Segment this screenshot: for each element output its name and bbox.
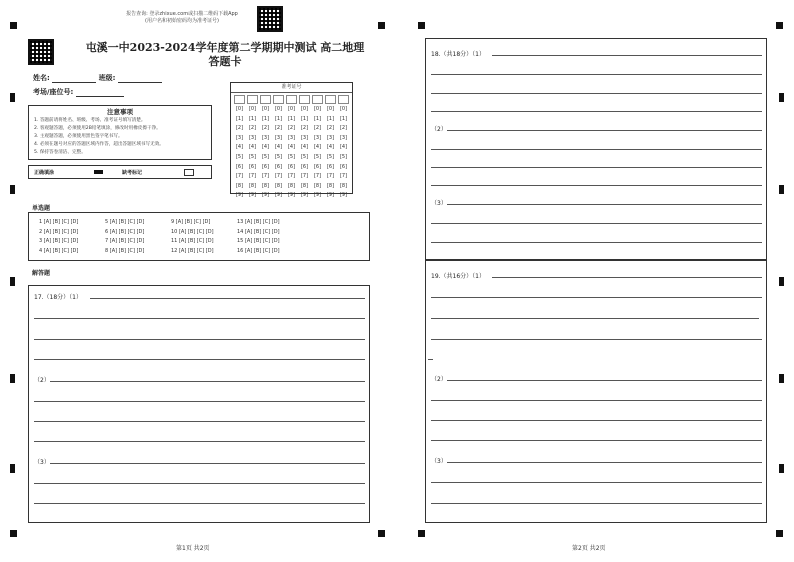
- exam-id-digit-bubble[interactable]: [6]: [300, 163, 309, 170]
- exam-id-digit-bubble[interactable]: [3]: [274, 134, 283, 141]
- mc-question[interactable]: 1 [A] [B] [C] [D]: [39, 219, 79, 225]
- mc-question[interactable]: 3 [A] [B] [C] [D]: [39, 238, 79, 244]
- q17-heading: 17.（18分）（1）: [34, 294, 82, 301]
- exam-id-digit-bubble[interactable]: [9]: [339, 192, 348, 199]
- q19-part3-label: （3）: [431, 458, 447, 465]
- mc-question[interactable]: 6 [A] [B] [C] [D]: [105, 228, 145, 235]
- exam-id-digit-bubble[interactable]: [3]: [339, 134, 348, 141]
- answer-line: [431, 400, 762, 401]
- side-mark: [10, 464, 15, 473]
- side-mark: [779, 277, 784, 286]
- correct-fill-sample: [94, 170, 103, 174]
- page-title: 屯溪一中2023-2024学年度第二学期期中测试 高二地理: [85, 41, 365, 54]
- timing-mark: [418, 22, 425, 29]
- exam-id-digit-bubble[interactable]: [0]: [248, 106, 257, 112]
- timing-mark: [776, 22, 783, 29]
- exam-id-title: 准考证号: [231, 83, 352, 93]
- qr-code-top: [257, 6, 283, 32]
- exam-id-digit-bubble[interactable]: [1]: [235, 115, 244, 122]
- exam-id-digit-bubble[interactable]: [2]: [248, 125, 257, 132]
- answer-line: [431, 420, 762, 421]
- exam-id-digit-bubble[interactable]: [2]: [313, 125, 322, 132]
- exam-id-digit-bubble[interactable]: [0]: [339, 106, 348, 112]
- exam-id-digit-bubble[interactable]: [3]: [235, 134, 244, 141]
- class-input-line[interactable]: [118, 74, 162, 83]
- exam-id-digit-bubble[interactable]: [0]: [326, 106, 335, 112]
- side-mark: [10, 93, 15, 102]
- exam-id-write-cell[interactable]: [299, 95, 310, 104]
- notice-item: 3. 主观题答题，必须使用黑色签字笔书写。: [34, 134, 123, 139]
- exam-id-digit-bubble[interactable]: [8]: [287, 182, 296, 189]
- exam-id-grid[interactable]: [231, 93, 352, 201]
- side-mark: [10, 185, 15, 194]
- exam-id-digit-bubble[interactable]: [1]: [339, 115, 348, 122]
- exam-id-digit-bubble[interactable]: [6]: [235, 163, 244, 170]
- timing-mark: [378, 530, 385, 537]
- q18-part2-label: （2）: [431, 126, 447, 133]
- exam-id-digit-bubble[interactable]: [4]: [300, 144, 309, 151]
- answer-line: [431, 167, 762, 168]
- room-seat-field[interactable]: [33, 87, 124, 97]
- answer-line: [431, 93, 762, 94]
- notice-item: 4. 必须在题号对应的答题区域内作答，超出答题区域书写无效。: [34, 142, 164, 147]
- mc-row: [37, 218, 361, 228]
- answer-line: [431, 111, 762, 112]
- exam-id-write-cell[interactable]: [312, 95, 323, 104]
- answer-line: [50, 463, 365, 464]
- exam-id-digit-bubble[interactable]: [7]: [248, 173, 257, 180]
- answer-line: [431, 149, 762, 150]
- notice-item: 5. 保持答卷清洁、完整。: [34, 150, 86, 155]
- answer-line: [34, 401, 365, 402]
- mc-question[interactable]: 11 [A] [B] [C] [D]: [171, 238, 214, 244]
- answer-line: [431, 482, 762, 483]
- exam-id-digit-bubble[interactable]: [7]: [287, 173, 296, 180]
- exam-id-digit-bubble[interactable]: [9]: [261, 192, 270, 199]
- exam-id-write-cell[interactable]: [273, 95, 284, 104]
- exam-id-digit-bubble[interactable]: [1]: [313, 115, 322, 122]
- single-choice-title: 单选题: [32, 205, 51, 212]
- mc-question[interactable]: 10 [A] [B] [C] [D]: [171, 228, 214, 235]
- exam-id-digit-bubble[interactable]: [1]: [274, 115, 283, 122]
- exam-id-digit-bubble[interactable]: [3]: [313, 134, 322, 141]
- class-label: 班级:: [98, 74, 116, 82]
- answer-line: [34, 483, 365, 484]
- fill-legend-box: [28, 165, 212, 179]
- answer-line: [431, 223, 762, 224]
- mc-row: [37, 247, 361, 257]
- exam-id-digit-bubble[interactable]: [0]: [235, 106, 244, 112]
- mc-grid[interactable]: [37, 218, 361, 256]
- mc-question[interactable]: 5 [A] [B] [C] [D]: [105, 219, 145, 225]
- exam-id-digit-bubble[interactable]: [2]: [274, 125, 283, 132]
- exam-id-write-cell[interactable]: [325, 95, 336, 104]
- answer-line: [34, 359, 365, 360]
- exam-id-digit-bubble[interactable]: [6]: [287, 163, 296, 170]
- exam-id-digit-bubble[interactable]: [4]: [326, 144, 335, 151]
- exam-id-digit-bubble[interactable]: [5]: [274, 153, 283, 160]
- exam-id-digit-bubble[interactable]: [1]: [261, 115, 270, 122]
- answer-line: [431, 440, 762, 441]
- side-mark: [779, 93, 784, 102]
- page-subtitle: 答题卡: [208, 55, 242, 68]
- exam-id-digit-bubble[interactable]: [3]: [300, 134, 309, 141]
- exam-id-digit-bubble[interactable]: [3]: [248, 134, 257, 141]
- q18-heading: 18.（共18分）（1）: [431, 51, 485, 58]
- mc-question[interactable]: 7 [A] [B] [C] [D]: [105, 238, 145, 244]
- answer-line: [34, 441, 365, 442]
- answer-line: [447, 462, 762, 463]
- notice-title: 注意事项: [107, 108, 133, 116]
- exam-id-write-cell[interactable]: [260, 95, 271, 104]
- page2-footer: 第2页 共2页: [572, 545, 606, 552]
- notice-list: [34, 117, 206, 157]
- exam-id-digit-bubble[interactable]: [1]: [248, 115, 257, 122]
- exam-id-digit-bubble[interactable]: [8]: [300, 182, 309, 189]
- timing-mark: [418, 530, 425, 537]
- answer-line: [431, 297, 762, 298]
- name-label: 姓名:: [33, 74, 50, 82]
- timing-mark: [10, 22, 17, 29]
- exam-id-digit-bubble[interactable]: [2]: [235, 125, 244, 132]
- exam-id-digit-bubble[interactable]: [4]: [261, 144, 270, 151]
- name-input-line[interactable]: [52, 74, 96, 83]
- answer-line: [431, 318, 759, 319]
- exam-id-digit-bubble[interactable]: [9]: [300, 192, 309, 199]
- exam-id-digit-bubble[interactable]: [4]: [274, 144, 283, 151]
- room-seat-input-line[interactable]: [76, 88, 124, 97]
- exam-id-digit-bubble[interactable]: [5]: [300, 153, 309, 160]
- exam-id-digit-bubble[interactable]: [2]: [287, 125, 296, 132]
- mc-question[interactable]: 9 [A] [B] [C] [D]: [171, 219, 211, 225]
- exam-id-digit-bubble[interactable]: [9]: [235, 192, 244, 199]
- exam-id-digit-bubble[interactable]: [6]: [339, 163, 348, 170]
- exam-id-digit-bubble[interactable]: [7]: [300, 173, 309, 180]
- q19-answer-box[interactable]: [425, 260, 767, 523]
- single-choice-box: [28, 212, 370, 261]
- side-mark: [779, 464, 784, 473]
- report-query-note: (用户名和初始密码均为准考证号): [145, 18, 219, 24]
- exam-id-digit-bubble[interactable]: [8]: [326, 182, 335, 189]
- exam-id-digit-bubble[interactable]: [2]: [326, 125, 335, 132]
- exam-id-digit-bubble[interactable]: [6]: [326, 163, 335, 170]
- q19-heading: 19.（共16分）（1）: [431, 273, 485, 280]
- exam-id-digit-bubble[interactable]: [6]: [313, 163, 322, 170]
- exam-id-digit-bubble[interactable]: [7]: [235, 173, 244, 180]
- answer-line: [492, 55, 762, 56]
- mc-question[interactable]: 4 [A] [B] [C] [D]: [39, 247, 79, 254]
- exam-id-digit-bubble[interactable]: [9]: [274, 192, 283, 199]
- exam-id-digit-bubble[interactable]: [0]: [274, 106, 283, 112]
- answer-line: [34, 421, 365, 422]
- qr-code-left: [28, 39, 54, 65]
- exam-id-digit-bubble[interactable]: [0]: [287, 106, 296, 112]
- answer-line: [34, 318, 365, 319]
- exam-id-digit-bubble[interactable]: [8]: [274, 182, 283, 189]
- answer-line: [492, 277, 762, 278]
- exam-id-digit-bubble[interactable]: [6]: [274, 163, 283, 170]
- exam-id-digit-bubble[interactable]: [5]: [313, 153, 322, 160]
- exam-id-digit-bubble[interactable]: [4]: [287, 144, 296, 151]
- exam-id-digit-bubble[interactable]: [3]: [261, 134, 270, 141]
- exam-id-digit-bubble[interactable]: [0]: [300, 106, 309, 112]
- exam-id-digit-bubble[interactable]: [8]: [313, 182, 322, 189]
- exam-id-digit-bubble[interactable]: [3]: [326, 134, 335, 141]
- side-mark: [779, 374, 784, 383]
- exam-id-box: [230, 82, 353, 199]
- q19-part2-label: （2）: [431, 376, 447, 383]
- answer-line: [431, 185, 762, 186]
- notice-box: [28, 105, 212, 160]
- exam-id-digit-bubble[interactable]: [5]: [339, 153, 348, 160]
- page1-footer: 第1页 共2页: [176, 545, 210, 552]
- exam-id-digit-bubble[interactable]: [6]: [248, 163, 257, 170]
- mc-row: [37, 237, 361, 247]
- exam-id-digit-bubble[interactable]: [7]: [313, 173, 322, 180]
- mc-question[interactable]: 14 [A] [B] [C] [D]: [237, 228, 280, 235]
- exam-id-digit-bubble[interactable]: [8]: [261, 182, 270, 189]
- absent-mark-label: 缺考标记: [122, 170, 143, 176]
- exam-id-digit-bubble[interactable]: [5]: [235, 153, 244, 160]
- exam-id-digit-bubble[interactable]: [7]: [326, 173, 335, 180]
- answer-line: [431, 339, 762, 340]
- side-mark: [10, 374, 15, 383]
- exam-id-digit-bubble[interactable]: [8]: [235, 182, 244, 189]
- q17-part3-label: （3）: [34, 459, 50, 466]
- absent-mark-checkbox[interactable]: [184, 169, 194, 176]
- room-seat-label: 考场/座位号:: [33, 88, 74, 96]
- exam-id-digit-bubble[interactable]: [1]: [287, 115, 296, 122]
- exam-id-digit-bubble[interactable]: [5]: [326, 153, 335, 160]
- exam-id-digit-bubble[interactable]: [1]: [300, 115, 309, 122]
- correct-fill-label: 正确填涂: [34, 170, 55, 176]
- exam-id-write-cell[interactable]: [338, 95, 349, 104]
- exam-id-write-cell[interactable]: [286, 95, 297, 104]
- notice-item: 2. 客观题答题，必须使用2B铅笔填涂，修改时用橡皮擦干净。: [34, 126, 161, 131]
- exam-id-digit-bubble[interactable]: [6]: [261, 163, 270, 170]
- answer-line: [34, 503, 365, 504]
- answer-line: [447, 380, 762, 381]
- exam-id-digit-bubble[interactable]: [7]: [261, 173, 270, 180]
- exam-id-digit-bubble[interactable]: [3]: [287, 134, 296, 141]
- exam-id-digit-bubble[interactable]: [9]: [326, 192, 335, 199]
- answer-line: [447, 204, 762, 205]
- answer-line: [34, 339, 365, 340]
- exam-id-digit-bubble[interactable]: [9]: [313, 192, 322, 199]
- mc-row: [37, 228, 361, 238]
- exam-id-digit-bubble[interactable]: [9]: [287, 192, 296, 199]
- answer-section-title: 解答题: [32, 270, 51, 277]
- mc-question[interactable]: 2 [A] [B] [C] [D]: [39, 228, 79, 235]
- answer-line: [50, 381, 365, 382]
- mc-question[interactable]: 8 [A] [B] [C] [D]: [105, 247, 145, 254]
- timing-mark: [776, 530, 783, 537]
- answer-line: [431, 242, 762, 243]
- answer-line: [447, 130, 762, 131]
- notice-item: 1. 答题前请将姓名、班级、考场、准考证号填写清楚。: [34, 118, 146, 123]
- side-mark: [779, 185, 784, 194]
- exam-id-digit-bubble[interactable]: [5]: [261, 153, 270, 160]
- timing-mark: [10, 530, 17, 537]
- exam-id-digit-bubble[interactable]: [5]: [287, 153, 296, 160]
- exam-id-digit-bubble[interactable]: [2]: [300, 125, 309, 132]
- side-mark: [10, 277, 15, 286]
- exam-id-digit-bubble[interactable]: [7]: [339, 173, 348, 180]
- q18-part3-label: （3）: [431, 200, 447, 207]
- exam-id-digit-bubble[interactable]: [7]: [274, 173, 283, 180]
- answer-line: [428, 359, 433, 360]
- exam-id-digit-bubble[interactable]: [0]: [313, 106, 322, 112]
- answer-line: [90, 298, 365, 299]
- exam-id-digit-bubble[interactable]: [2]: [261, 125, 270, 132]
- q17-part2-label: （2）: [34, 377, 50, 384]
- exam-id-digit-bubble[interactable]: [5]: [248, 153, 257, 160]
- exam-id-digit-bubble[interactable]: [8]: [339, 182, 348, 189]
- report-query-text: 报告查询: 登录zhixue.com或扫描二维码下载App: [126, 11, 238, 17]
- answer-line: [431, 503, 762, 504]
- q17-answer-box[interactable]: [28, 285, 370, 523]
- exam-id-digit-bubble[interactable]: [9]: [248, 192, 257, 199]
- exam-id-write-cell[interactable]: [234, 95, 245, 104]
- answer-line: [431, 74, 762, 75]
- mc-question[interactable]: 16 [A] [B] [C] [D]: [237, 247, 280, 254]
- exam-id-digit-bubble[interactable]: [2]: [339, 125, 348, 132]
- exam-id-digit-bubble[interactable]: [8]: [248, 182, 257, 189]
- exam-id-digit-bubble[interactable]: [4]: [313, 144, 322, 151]
- exam-id-digit-bubble[interactable]: [4]: [248, 144, 257, 151]
- mc-question[interactable]: 12 [A] [B] [C] [D]: [171, 247, 214, 254]
- exam-id-write-cell[interactable]: [247, 95, 258, 104]
- timing-mark: [378, 22, 385, 29]
- exam-id-digit-bubble[interactable]: [1]: [326, 115, 335, 122]
- mc-question[interactable]: 15 [A] [B] [C] [D]: [237, 238, 280, 244]
- exam-id-digit-bubble[interactable]: [0]: [261, 106, 270, 112]
- exam-id-digit-bubble[interactable]: [4]: [235, 144, 244, 151]
- mc-question[interactable]: 13 [A] [B] [C] [D]: [237, 219, 280, 225]
- exam-id-digit-bubble[interactable]: [4]: [339, 144, 348, 151]
- name-field[interactable]: [33, 73, 162, 83]
